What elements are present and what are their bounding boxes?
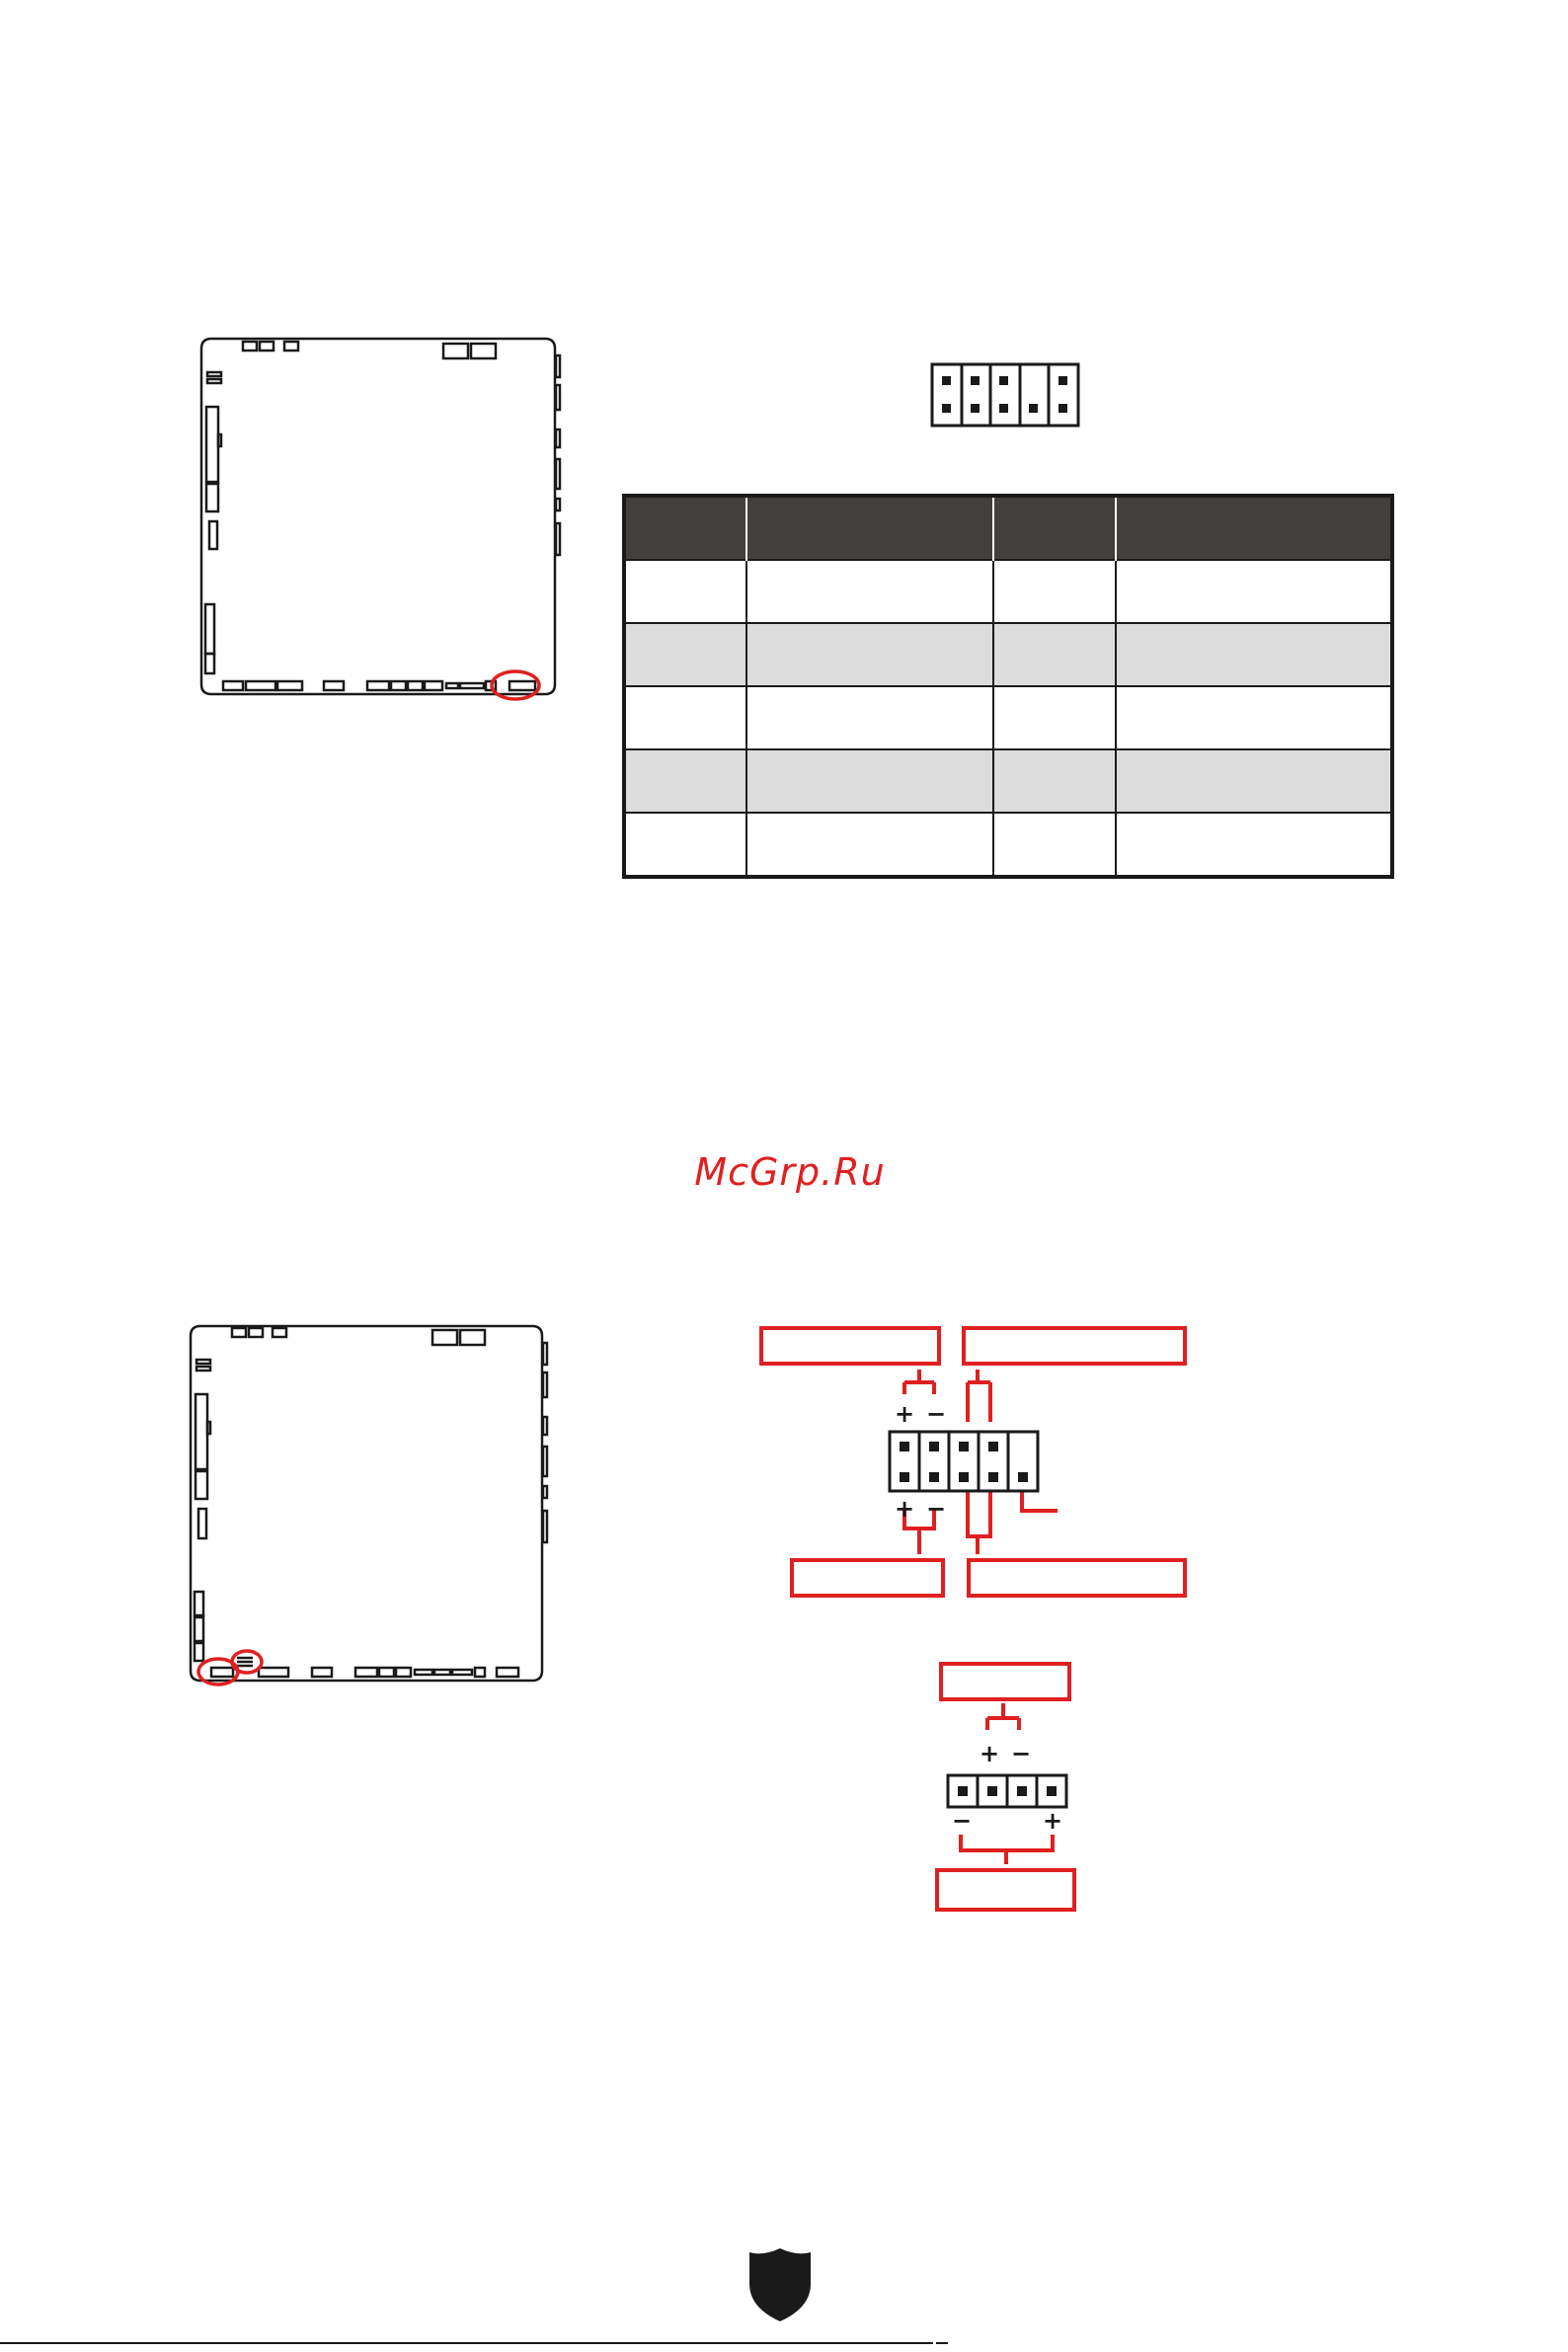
label-box-bottom [935, 1868, 1076, 1912]
minus-sign: − [926, 1400, 947, 1428]
label-box-top-right [962, 1326, 1187, 1366]
table-cell [624, 686, 746, 749]
table-header-row [624, 496, 1392, 560]
watermark-text: McGrp.Ru [694, 1150, 886, 1194]
label-box-bottom-left [790, 1558, 945, 1598]
table-cell [624, 749, 746, 813]
table-cell [993, 749, 1116, 813]
table-header-cell [1116, 496, 1392, 560]
pin-definition-table [622, 494, 1394, 879]
minus-sign: − [926, 1495, 947, 1523]
table-row [624, 813, 1392, 877]
table-row [624, 749, 1392, 813]
plus-sign: + [1043, 1807, 1063, 1835]
plus-sign: + [895, 1495, 915, 1523]
table-row [624, 560, 1392, 623]
table-row [624, 623, 1392, 686]
table-cell [1116, 813, 1392, 877]
table-cell [746, 749, 993, 813]
plus-sign: + [895, 1400, 915, 1428]
table-cell [993, 560, 1116, 623]
label-box-top-left [759, 1326, 941, 1366]
table-cell [624, 813, 746, 877]
table-cell [624, 623, 746, 686]
table-cell [1116, 560, 1392, 623]
table-cell [746, 623, 993, 686]
footer-rule [0, 2342, 933, 2344]
minus-sign: − [952, 1807, 973, 1835]
table-cell [993, 623, 1116, 686]
table-cell [624, 560, 746, 623]
table-header-cell [746, 496, 993, 560]
table-cell [1116, 749, 1392, 813]
table-cell [746, 560, 993, 623]
label-box-top [939, 1662, 1071, 1701]
table-cell [993, 686, 1116, 749]
footer-rule-short [936, 2342, 948, 2344]
table-cell [1116, 686, 1392, 749]
connector-pin-diagram-top [928, 360, 1086, 430]
plus-sign: + [980, 1740, 1000, 1767]
shield-logo-icon [745, 2246, 815, 2325]
table-row [624, 686, 1392, 749]
table-header-cell [624, 496, 746, 560]
table-cell [746, 686, 993, 749]
table-cell [1116, 623, 1392, 686]
table-header-cell [993, 496, 1116, 560]
minus-sign: − [1011, 1740, 1032, 1767]
table-cell [746, 813, 993, 877]
table-cell [993, 813, 1116, 877]
label-box-bottom-right [967, 1558, 1187, 1598]
